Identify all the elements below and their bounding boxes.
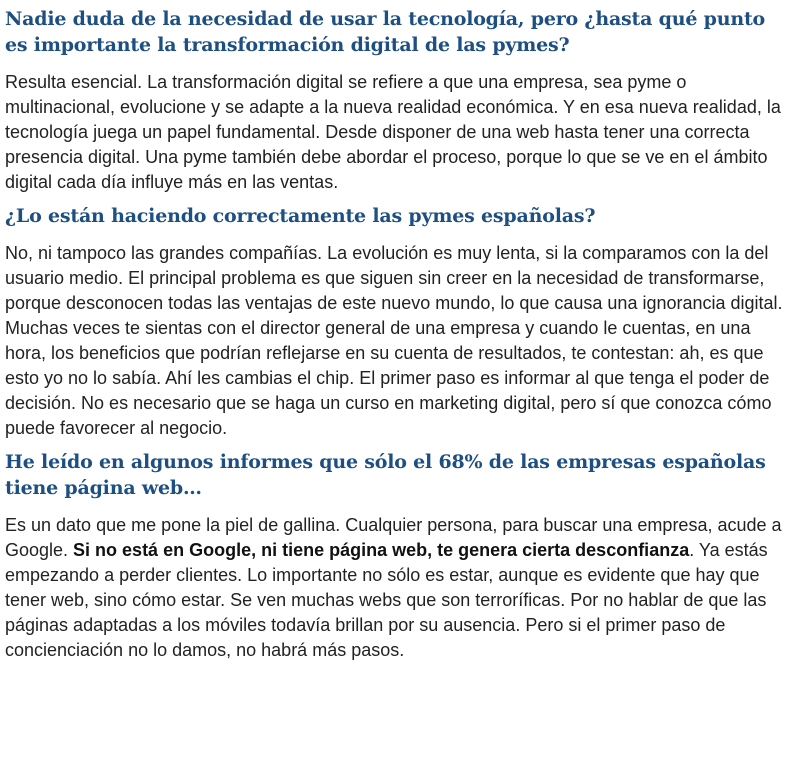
interview-question-3: He leído en algunos informes que sólo el 68% de las empresas españolas tiene página web…: [5, 451, 766, 499]
answer-3-rest: . Ya estás empezando a perder clientes. Lo importante no sólo es estar, aunque es evidente que hay que tener web, sino cómo estar. Se ven muchas webs que son terroríficas. Por no hablar de que las páginas adaptadas a los móviles todavía brillan por su ausencia. Pero si el primer paso de concienciación no lo damos, no habrá más pasos.: [5, 540, 768, 660]
interview-answer-3: [5, 513, 792, 663]
interview-answer-2: No, ni tampoco las grandes compañías. La evolución es muy lenta, si la comparamos con la del usuario medio. El principal problema es que siguen sin creer en la necesidad de transformarse, porque desconocen todas las ventajas de este nuevo mundo, lo que causa una ignorancia digital. Muchas veces te sientas con el director general de una empresa y cuando le cuentas, en una hora, los beneficios que podrían reflejarse en su cuenta de resultados, te contestan: ah, es que esto yo no lo sabía. Ahí les cambias el chip. El primer paso es informar al que tenga el poder de decisión. No es necesario que se haga un curso en marketing digital, pero sí que conozca cómo puede favorecer al negocio.: [5, 243, 783, 438]
interview-answer-1: Resulta esencial. La transformación digital se refiere a que una empresa, sea pyme o multinacional, evolucione y se adapte a la nueva realidad económica. Y en esa nueva realidad, la tecnología juega un papel fundamental. Desde disponer de una web hasta tener una correcta presencia digital. Una pyme también debe abordar el proceso, porque lo que se ve en el ámbito digital cada día influye más en las ventas.: [5, 72, 781, 192]
interview-question-2: ¿Lo están haciendo correctamente las pymes españolas?: [5, 205, 596, 227]
answer-3-intro: Es un dato que me pone la piel de gallina. Cualquier persona, para buscar una empresa, acude a Google.: [5, 515, 782, 560]
interview-question-1: Nadie duda de la necesidad de usar la tecnología, pero ¿hasta qué punto es importante la transformación digital de las pymes?: [5, 8, 766, 56]
answer-3-highlight: Si no está en Google, ni tiene página web, te genera cierta desconfianza: [73, 540, 690, 560]
